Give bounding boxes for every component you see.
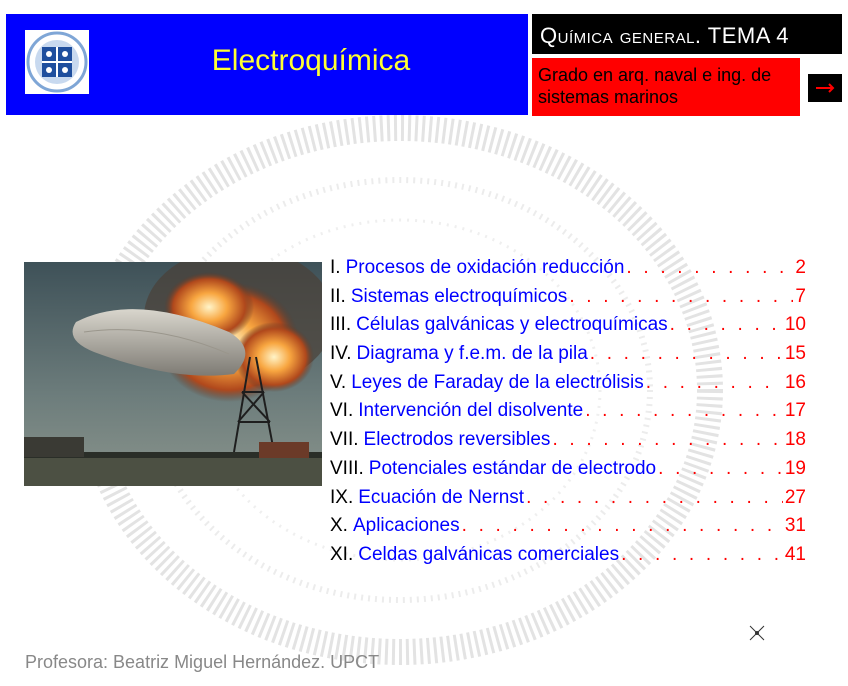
decorative-mark-icon: [746, 622, 768, 644]
toc-item-number: VII.: [330, 429, 359, 451]
toc-item-number: I.: [330, 257, 341, 278]
toc-item-number: X.: [330, 515, 348, 537]
toc-item[interactable]: [330, 484, 806, 513]
toc-item-link[interactable]: Leyes de Faraday de la electrólisis: [351, 371, 644, 393]
degree-label: Grado en arq. naval e ing. de sistemas marinos: [538, 65, 772, 107]
course-name: Química general: [540, 23, 695, 48]
course-label-box: [532, 14, 842, 54]
toc-item-number: IX.: [330, 486, 354, 508]
toc-leader-dots: [585, 397, 783, 426]
toc-item-link[interactable]: Ecuación de Nernst: [358, 486, 525, 508]
toc-item-page[interactable]: 10: [784, 314, 806, 336]
toc-item-page[interactable]: 17: [784, 400, 806, 422]
toc-item-page[interactable]: 18: [784, 429, 806, 451]
toc-item-link[interactable]: Electrodos reversibles: [363, 429, 551, 451]
table-of-contents: [330, 254, 806, 570]
toc-leader-dots: [621, 541, 783, 570]
toc-leader-dots: [462, 512, 783, 541]
toc-leader-dots: [552, 426, 782, 455]
airship-fire-photo: [24, 262, 322, 486]
toc-item-page[interactable]: 2: [795, 257, 806, 278]
toc-item-page[interactable]: 16: [784, 371, 806, 393]
toc-leader-dots: [569, 283, 793, 312]
toc-item-link[interactable]: Celdas galvánicas comerciales: [358, 543, 620, 565]
toc-item-link[interactable]: Diagrama y f.e.m. de la pila: [356, 343, 588, 365]
toc-item-link[interactable]: Sistemas electroquímicos: [350, 285, 568, 307]
degree-label-box: [532, 58, 800, 116]
next-slide-button[interactable]: [808, 74, 842, 102]
toc-item[interactable]: [330, 455, 806, 484]
toc-item[interactable]: [330, 541, 806, 570]
page-title: Electroquímica: [211, 44, 411, 77]
toc-item-number: II.: [330, 285, 346, 307]
toc-item-page[interactable]: 41: [784, 543, 806, 565]
toc-item-link[interactable]: Procesos de oxidación reducción: [345, 257, 625, 278]
toc-item[interactable]: [330, 397, 806, 426]
toc-item-number: III.: [330, 314, 352, 336]
university-logo: [25, 30, 89, 94]
toc-item[interactable]: [330, 426, 806, 455]
toc-item-link[interactable]: Aplicaciones: [352, 515, 460, 537]
toc-item-number: IV.: [330, 343, 352, 365]
toc-leader-dots: [626, 254, 793, 283]
title-banner: [6, 14, 528, 115]
course-topic: . TEMA 4: [694, 23, 789, 48]
toc-item-number: XI.: [330, 543, 354, 565]
toc-item[interactable]: [330, 340, 806, 369]
toc-item[interactable]: [330, 254, 806, 283]
toc-item-link[interactable]: Intervención del disolvente: [358, 400, 584, 422]
toc-item-page[interactable]: 31: [784, 515, 806, 537]
toc-leader-dots: [526, 484, 783, 513]
toc-item-page[interactable]: 27: [784, 486, 806, 508]
toc-leader-dots: [590, 340, 783, 369]
toc-item-link[interactable]: Potenciales estándar de electrodo: [368, 457, 657, 479]
toc-leader-dots: [670, 311, 783, 340]
toc-item-page[interactable]: 7: [795, 285, 806, 307]
toc-leader-dots: [646, 369, 783, 398]
toc-item-page[interactable]: 19: [784, 457, 806, 479]
toc-item[interactable]: [330, 512, 806, 541]
right-arrow-icon: [808, 74, 842, 102]
course-label: [540, 23, 789, 49]
toc-item[interactable]: [330, 369, 806, 398]
toc-item[interactable]: [330, 283, 806, 312]
toc-item[interactable]: [330, 311, 806, 340]
university-logo-icon: [25, 30, 89, 94]
toc-item-number: VI.: [330, 400, 354, 422]
toc-leader-dots: [658, 455, 783, 484]
author-footer: Profesora: Beatriz Miguel Hernández. UPCT: [25, 652, 380, 672]
toc-item-number: V.: [330, 371, 347, 393]
toc-item-number: VIII.: [330, 457, 364, 479]
toc-item-link[interactable]: Células galvánicas y electroquímicas: [356, 314, 668, 336]
toc-item-page[interactable]: 15: [784, 343, 806, 365]
